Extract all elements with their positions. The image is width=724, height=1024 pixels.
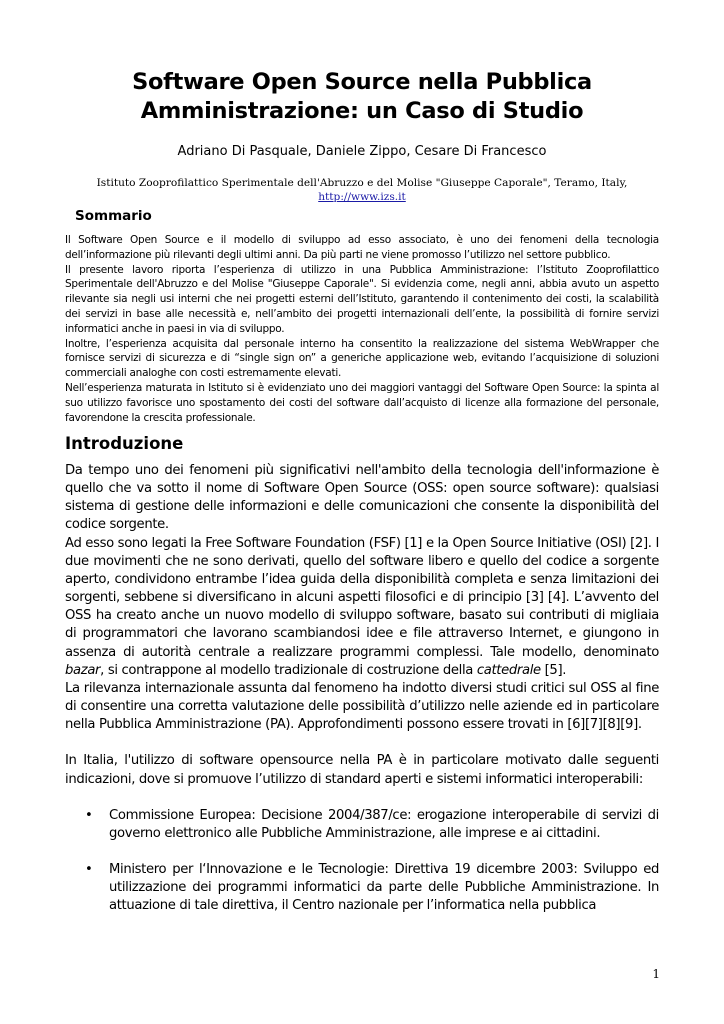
body-text: , si contrappone al modello tradizionale di costruzione della: [100, 662, 477, 678]
list-item-text: Ministero per l‘Innovazione e le Tecnologie: Direttiva 19 dicembre 2003: Sviluppo ed utilizzazione dei programmi informatici da parte delle Pubbliche Amministrazione. In attuazione di tale direttiva, il Centro nazionale per l’informatica nella pubblica: [109, 861, 659, 914]
author-list: Adriano Di Pasquale, Daniele Zippo, Cesare Di Francesco: [177, 144, 547, 159]
body-text: Ad esso sono legati la Free Software Foundation (FSF) [1] e la Open Source Initiative (OSI) [2]. I due movimenti che ne sono derivati, quello del software libero e quello del codice a sorgente aperto, condividono entrambe l’idea guida della disponibilità completa e senza limitazioni dei sorgenti, sebbene si diversificano in alcuni aspetti filosofici e di principio [3] [4]. L’avvento del OSS ha creato anche un nuovo modello di sviluppo software, basato sui contributi di migliaia di programmatori che lavorano scambiandosi idee e file attraverso Internet, e giungono in assenza di autorità centrale a realizzare programmi complessi. Tale modello, denominato: [65, 535, 659, 660]
abstract-paragraph: Inoltre, l’esperienza acquisita dal personale interno ha consentito la realizzazione del sistema WebWrapper che fornisce servizi di sicurezza e di “single sign on” a generiche applicazione web, evitando l’acquisizione di soluzioni commerciali analoghe con costi estremamente elevati.: [65, 337, 659, 380]
italic-term-bazar: bazar: [65, 662, 101, 678]
list-item: [65, 807, 659, 843]
body-paragraph: In Italia, l'utilizzo di software opensource nella PA è in particolare motivato dalle seguenti indicazioni, dove si promuove l’utilizzo di standard aperti e sistemi informatici interoperabili:: [65, 753, 659, 787]
list-item: [65, 861, 659, 915]
bullet-icon: •: [85, 861, 93, 877]
italic-term-cattedrale: cattedrale: [476, 662, 541, 678]
body-paragraph: La rilevanza internazionale assunta dal fenomeno ha indotto diversi studi critici sul OSS al fine di consentire una corretta valutazione delle possibilità d’utilizzo nelle aziende ed in particolare nella Pubblica Amministrazione (PA). Approfondimenti possono essere trovati in [6][7][8][9].: [65, 680, 659, 733]
paper-title: Software Open Source nella Pubblica Amministrazione: un Caso di Studio: [132, 69, 592, 124]
section-heading-introduzione: Introduzione: [65, 434, 184, 453]
bullet-icon: •: [85, 807, 93, 823]
introduction-body: [65, 462, 659, 933]
abstract-paragraph: Il presente lavoro riporta l’esperienza di utilizzo in una Pubblica Amministrazione: l’Istituto Zooprofilattico Sperimentale dell'Abruzzo e del Molise "Giuseppe Caporale". Si evidenzia come, negli anni, abbia avuto un aspetto rilevante sia negli usi interni che nei progetti esterni dell’Istituto, garantendo il contenimento dei costi, la scalabilità dei servizi in base alle necessità e, nell’ambito dei progetti internazionali dell’ente, la possibilità di fornire servizi informatici anche in paesi in via di sviluppo.: [65, 263, 659, 335]
body-paragraph: [65, 535, 659, 680]
page-number: 1: [652, 967, 660, 981]
affiliation-link[interactable]: http://www.izs.it: [318, 191, 406, 203]
bullet-list: [65, 807, 659, 916]
body-paragraph: Da tempo uno dei fenomeni più significativi nell'ambito della tecnologia dell'informazione è quello che va sotto il nome di Software Open Source (OSS: open source software): qualsiasi sistema di gestione delle informazioni e delle comunicazioni che consente la disponibilità del codice sorgente.: [65, 463, 659, 533]
abstract-paragraph: Il Software Open Source e il modello di sviluppo ad esso associato, è uno dei fenomeni della tecnologia dell’informazione più rilevanti degli ultimi anni. Da più parti ne viene promosso l’utilizzo nel settore pubblico.: [65, 234, 659, 261]
affiliation: [60, 176, 664, 204]
abstract-paragraph: Nell’esperienza maturata in Istituto si è evidenziato uno dei maggiori vantaggi del Software Open Source: la spinta al suo utilizzo favorisce uno spostamento dei costi del software dall’acquisto di licenze alla formazione del personale, favorendone la crescita professionale.: [65, 381, 659, 424]
affiliation-text: Istituto Zooprofilattico Sperimentale dell'Abruzzo e del Molise "Giuseppe Caporale", Teramo, Italy,: [96, 177, 628, 189]
abstract: [65, 233, 659, 425]
summary-heading: Sommario: [75, 208, 152, 224]
list-item-text: Commissione Europea: Decisione 2004/387/ce: erogazione interoperabile di servizi di governo elettronico alle Pubbliche Amministrazione, alle imprese e ai cittadini.: [109, 807, 659, 841]
body-text: [5].: [540, 662, 567, 678]
